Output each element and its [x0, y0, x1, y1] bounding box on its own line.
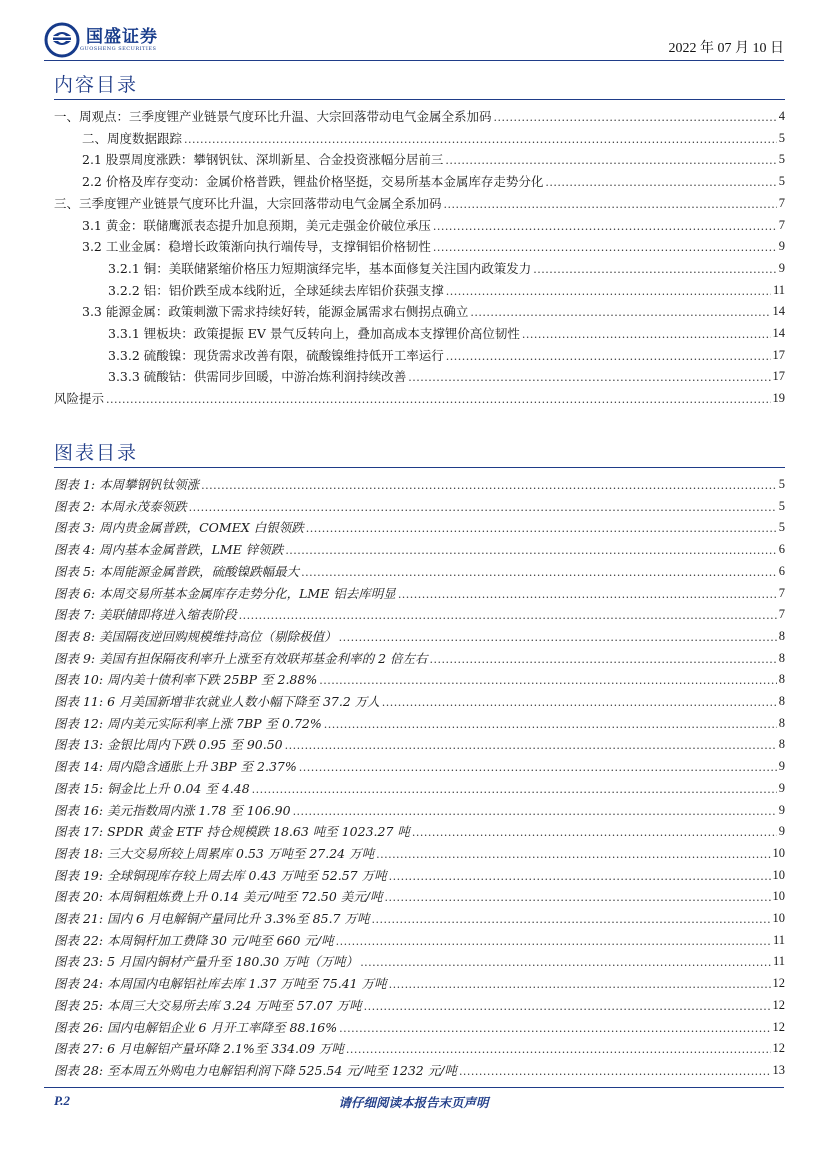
dot-leader	[445, 153, 776, 168]
toc-entry-page: 4	[778, 109, 785, 123]
toc-entry-text: 3.2.1 铜：美联储紧缩价格压力短期演绎完毕，基本面修复关注国内政策发力	[108, 260, 532, 276]
toc-entry[interactable]	[108, 282, 785, 299]
footer-page-number: P.2	[54, 1093, 71, 1108]
figure-entry[interactable]	[54, 888, 785, 905]
figure-entry-text: 图表 24: 本周国内电解铝社库去库 1.37 万吨至 75.41 万吨	[54, 976, 387, 992]
figure-entry[interactable]	[54, 693, 785, 710]
figure-entry-page: 12	[772, 997, 785, 1012]
toc-entry[interactable]	[82, 217, 785, 234]
footer-disclaimer: 请仔细阅读本报告末页声明	[338, 1095, 489, 1110]
figure-entry-page: 10	[772, 889, 785, 904]
figure-entry-page: 9	[778, 780, 785, 795]
figure-entry[interactable]	[54, 736, 785, 753]
dot-leader	[433, 219, 777, 234]
figure-entry-text: 图表 25: 本周三大交易所去库 3.24 万吨至 57.07 万吨	[54, 997, 362, 1013]
dot-leader	[339, 1021, 770, 1036]
toc-entry[interactable]	[54, 108, 785, 125]
figure-entry-page: 12	[772, 976, 785, 991]
figure-entry[interactable]	[54, 910, 785, 927]
figure-entry[interactable]	[54, 975, 785, 992]
figure-entry-text: 图表 7: 美联储即将进入缩表阶段	[54, 607, 237, 623]
figure-entry-text: 图表 4: 周内基本金属普跌，LME 锌领跌	[54, 542, 284, 558]
toc-entry-page: 9	[778, 260, 785, 275]
dot-leader	[346, 1042, 771, 1057]
figure-entry[interactable]	[54, 650, 785, 667]
toc-entry[interactable]	[108, 325, 785, 342]
toc-entry-page: 5	[778, 174, 785, 189]
toc-entry-page: 7	[778, 195, 785, 210]
dot-leader	[106, 392, 770, 407]
toc-title: 内容目录	[54, 74, 139, 96]
figure-entry[interactable]	[54, 1062, 785, 1079]
figure-entry-text: 图表 1: 本周攀钢钒钛领涨	[54, 477, 200, 492]
figure-entry-text: 图表 22: 本周铜杆加工费降 30 元/吨至 660 元/吨	[54, 932, 334, 948]
figure-entry[interactable]	[54, 606, 785, 623]
page-header	[44, 22, 784, 58]
figure-entry-page: 6	[778, 563, 785, 578]
figure-entry-page: 10	[772, 845, 785, 860]
toc-entry-text: 2.2 价格及库存变动：金属价格普跌，锂盐价格坚挺，交易所基本金属库存走势分化	[82, 174, 544, 190]
figure-entry-text: 图表 20: 本周铜粗炼费上升 0.14 美元/吨至 72.50 美元/吨	[54, 889, 383, 905]
figure-entry-page: 6	[778, 542, 785, 557]
figure-entry-page: 8	[778, 715, 785, 730]
toc-entry[interactable]	[54, 390, 785, 407]
dot-leader	[382, 695, 777, 710]
dot-leader	[339, 630, 777, 645]
header-divider	[44, 60, 784, 61]
dot-leader	[336, 934, 771, 949]
dot-leader	[470, 305, 770, 320]
toc-entry-text: 三、三季度锂产业链景气度环比升温，大宗回落带动电气金属全系加码	[54, 195, 442, 211]
figure-entry-text: 图表 2: 本周永茂泰领跌	[54, 498, 187, 514]
dot-leader	[252, 782, 777, 797]
dot-leader	[189, 500, 777, 515]
figure-entry-page: 5	[778, 498, 785, 513]
toc-entry-page: 19	[772, 391, 785, 406]
toc-entry[interactable]	[82, 173, 785, 190]
footer-divider	[44, 1087, 784, 1088]
company-sub: GUOSHENG SECURITIES	[80, 46, 157, 52]
toc-entry-text: 3.2.2 铝：铝价跌至成本线附近，全球延续去库铝价获强支撑	[108, 282, 444, 298]
figure-entry[interactable]	[54, 1040, 785, 1057]
figure-entry-text: 图表 16: 美元指数周内涨 1.78 至 106.90	[54, 802, 291, 818]
figure-entry-text: 图表 5: 本周能源金属普跌，硫酸镍跌幅最大	[54, 563, 300, 579]
report-date: 2022 年 07 月 10 日	[668, 41, 784, 56]
figure-entry[interactable]	[54, 780, 785, 797]
figure-entry[interactable]	[54, 997, 785, 1014]
figure-entry-text: 图表 17: SPDR 黄金 ETF 持仓规模跌 18.63 吨至 1023.27 吨	[54, 824, 410, 840]
figure-entry[interactable]	[54, 541, 785, 558]
figure-entry-text: 图表 13: 金银比周内下跌 0.95 至 90.50	[54, 737, 283, 753]
toc-entry-text: 风险提示	[54, 391, 105, 407]
dot-leader	[446, 284, 771, 299]
dot-leader	[184, 132, 777, 147]
dot-leader	[371, 912, 770, 927]
figure-entry[interactable]	[54, 953, 785, 970]
dot-leader	[408, 370, 770, 385]
figure-entry-text: 图表 27: 6 月电解铝产量环降 2.1%至 334.09 万吨	[54, 1041, 344, 1057]
toc-entry[interactable]	[54, 195, 785, 212]
toc-entry-page: 14	[772, 304, 785, 319]
figure-entry-text: 图表 12: 周内美元实际利率上涨 7BP 至 0.72%	[54, 715, 322, 731]
toc-entry-page: 17	[772, 347, 785, 362]
figure-entry-text: 图表 6: 本周交易所基本金属库存走势分化，LME 铝去库明显	[54, 585, 396, 601]
company-name: 国盛证券	[86, 27, 158, 47]
figure-entry-text: 图表 18: 三大交易所较上周累库 0.53 万吨至 27.24 万吨	[54, 845, 375, 861]
dot-leader	[201, 478, 777, 493]
figure-entry[interactable]	[54, 476, 785, 493]
figure-entry-page: 13	[772, 1062, 785, 1077]
dot-leader	[430, 652, 777, 667]
toc-entry-text: 3.3 能源金属：政策刺激下需求持续好转，能源金属需求右侧拐点确立	[82, 304, 469, 320]
dot-leader	[376, 847, 770, 862]
dot-leader	[324, 717, 777, 732]
toc-entry-text: 3.2 工业金属：稳增长政策渐向执行端传导，支撑铜铝价格韧性	[82, 239, 431, 255]
figure-entry-text: 图表 14: 周内隐含通胀上升 3BP 至 2.37%	[54, 759, 297, 775]
dot-leader	[293, 804, 777, 819]
figure-entry[interactable]	[54, 758, 785, 775]
dot-leader	[306, 521, 777, 536]
toc-entry-text: 一、周观点：三季度锂产业链景气度环比升温、大宗回落带动电气金属全系加码	[54, 109, 492, 124]
dot-leader	[494, 110, 777, 125]
figure-entry[interactable]	[54, 628, 785, 645]
figure-entry-page: 12	[772, 1019, 785, 1034]
dot-leader	[433, 240, 777, 255]
figure-entry-page: 8	[778, 650, 785, 665]
figure-entry-page: 11	[772, 932, 785, 947]
toc-entry[interactable]	[82, 151, 785, 168]
dot-leader	[285, 543, 776, 558]
dot-leader	[364, 999, 771, 1014]
dot-leader	[319, 673, 777, 688]
figure-entry[interactable]	[54, 867, 785, 884]
figure-entry-text: 图表 21: 国内 6 月电解铜产量同比升 3.3%至 85.7 万吨	[54, 911, 370, 926]
toc-entry[interactable]	[108, 260, 785, 277]
guosheng-logo-icon	[44, 22, 80, 58]
toc-entry-page: 17	[772, 369, 785, 384]
figure-entry-text: 图表 26: 国内电解铝企业 6 月开工率降至 88.16%	[54, 1019, 338, 1035]
toc-entry-text: 二、周度数据跟踪	[82, 130, 183, 146]
figure-entry-page: 9	[778, 759, 785, 774]
figure-entry[interactable]	[54, 845, 785, 862]
figure-entry-text: 图表 10: 周内美十债利率下跌 25BP 至 2.88%	[54, 672, 318, 688]
figure-entry-page: 11	[772, 954, 785, 969]
figure-entry-text: 图表 28: 至本周五外购电力电解铝利润下降 525.54 元/吨至 1232 元/吨	[54, 1062, 457, 1078]
figure-entry-page: 8	[778, 628, 785, 643]
company-logo	[44, 22, 158, 58]
toc-entry-text: 3.3.3 硫酸钴：供需同步回暖，中游冶炼利润持续改善	[108, 369, 407, 385]
figure-entry-page: 5	[778, 520, 785, 535]
figure-entry[interactable]	[54, 823, 785, 840]
figure-entry-page: 12	[772, 1041, 785, 1056]
toc-entry[interactable]	[108, 368, 785, 385]
dot-leader	[459, 1064, 771, 1079]
toc-entry-text: 3.3.1 锂板块：政策提振 EV 景气反转向上，叠加高成本支撑锂价高位韧性	[108, 326, 520, 341]
figure-entry-page: 8	[778, 694, 785, 708]
figure-entry[interactable]	[54, 802, 785, 819]
dot-leader	[360, 955, 771, 970]
toc-entry-text: 3.1 黄金：联储鹰派表态提升加息预期，美元走强金价破位承压	[82, 217, 431, 233]
dot-leader	[444, 197, 777, 212]
figure-entry-text: 图表 15: 铜金比上升 0.04 至 4.48	[54, 780, 250, 796]
toc-entry-page: 5	[778, 152, 785, 167]
toc-entry[interactable]	[82, 303, 785, 320]
figure-entry-page: 7	[778, 607, 785, 622]
figure-entry[interactable]	[54, 1019, 785, 1036]
dot-leader	[522, 327, 771, 342]
figure-entry[interactable]	[54, 932, 785, 949]
dot-leader	[239, 608, 777, 623]
figure-entry-text: 图表 3: 周内贵金属普跌，COMEX 白银领跌	[54, 520, 304, 536]
toc-entry-page: 14	[772, 326, 785, 340]
figure-entry-page: 10	[772, 911, 785, 925]
toc-entry[interactable]	[82, 238, 785, 255]
figure-entry[interactable]	[54, 715, 785, 732]
figure-entry-page: 7	[778, 585, 785, 600]
figure-entry-text: 图表 11: 6 月美国新增非农就业人数小幅下降至 37.2 万人	[54, 694, 380, 709]
dot-leader	[533, 262, 776, 277]
figure-entry-text: 图表 23: 5 月国内铜材产量升至 180.30 万吨（万吨）	[54, 954, 359, 970]
figure-entry-page: 5	[778, 477, 785, 491]
dot-leader	[389, 977, 771, 992]
toc-entry-page: 7	[778, 217, 785, 232]
toc-entry-page: 11	[772, 282, 785, 297]
toc-entry-text: 3.3.2 硫酸镍：现货需求改善有限，硫酸镍维持低开工率运行	[108, 347, 444, 363]
figure-entry[interactable]	[54, 671, 785, 688]
toc-entry-page: 9	[778, 239, 785, 254]
figure-entry-page: 9	[778, 824, 785, 839]
dot-leader	[285, 738, 777, 753]
figure-entry-text: 图表 9: 美国有担保隔夜利率升上涨至有效联邦基金利率的 2 倍左右	[54, 650, 428, 666]
figure-entry-text: 图表 8: 美国隔夜逆回购规模维持高位（剔除极值）	[54, 628, 337, 644]
toc-entry[interactable]	[108, 347, 785, 364]
toc-title-divider	[54, 99, 785, 100]
figure-entry-page: 9	[778, 802, 785, 817]
dot-leader	[299, 760, 777, 775]
dot-leader	[385, 890, 771, 905]
dot-leader	[412, 825, 777, 840]
figures-title: 图表目录	[54, 442, 139, 464]
dot-leader	[446, 349, 771, 364]
figure-entry[interactable]	[54, 585, 785, 602]
figure-entry-page: 10	[772, 867, 785, 882]
figure-entry-text: 图表 19: 全球铜现库存较上周去库 0.43 万吨至 52.57 万吨	[54, 867, 387, 883]
figure-entry[interactable]	[54, 498, 785, 515]
dot-leader	[301, 565, 777, 580]
dot-leader	[389, 869, 771, 884]
figure-entry-page: 8	[778, 737, 785, 752]
figures-title-divider	[54, 467, 785, 468]
dot-leader	[398, 587, 777, 602]
dot-leader	[545, 175, 776, 190]
figure-entry-page: 8	[778, 672, 785, 687]
figure-entry[interactable]	[54, 519, 785, 536]
figure-entry[interactable]	[54, 563, 785, 580]
toc-entry[interactable]	[82, 130, 785, 147]
toc-entry-text: 2.1 股票周度涨跌：攀钢钒钛、深圳新星、合金投资涨幅分居前三	[82, 152, 444, 168]
toc-entry-page: 5	[778, 130, 785, 145]
